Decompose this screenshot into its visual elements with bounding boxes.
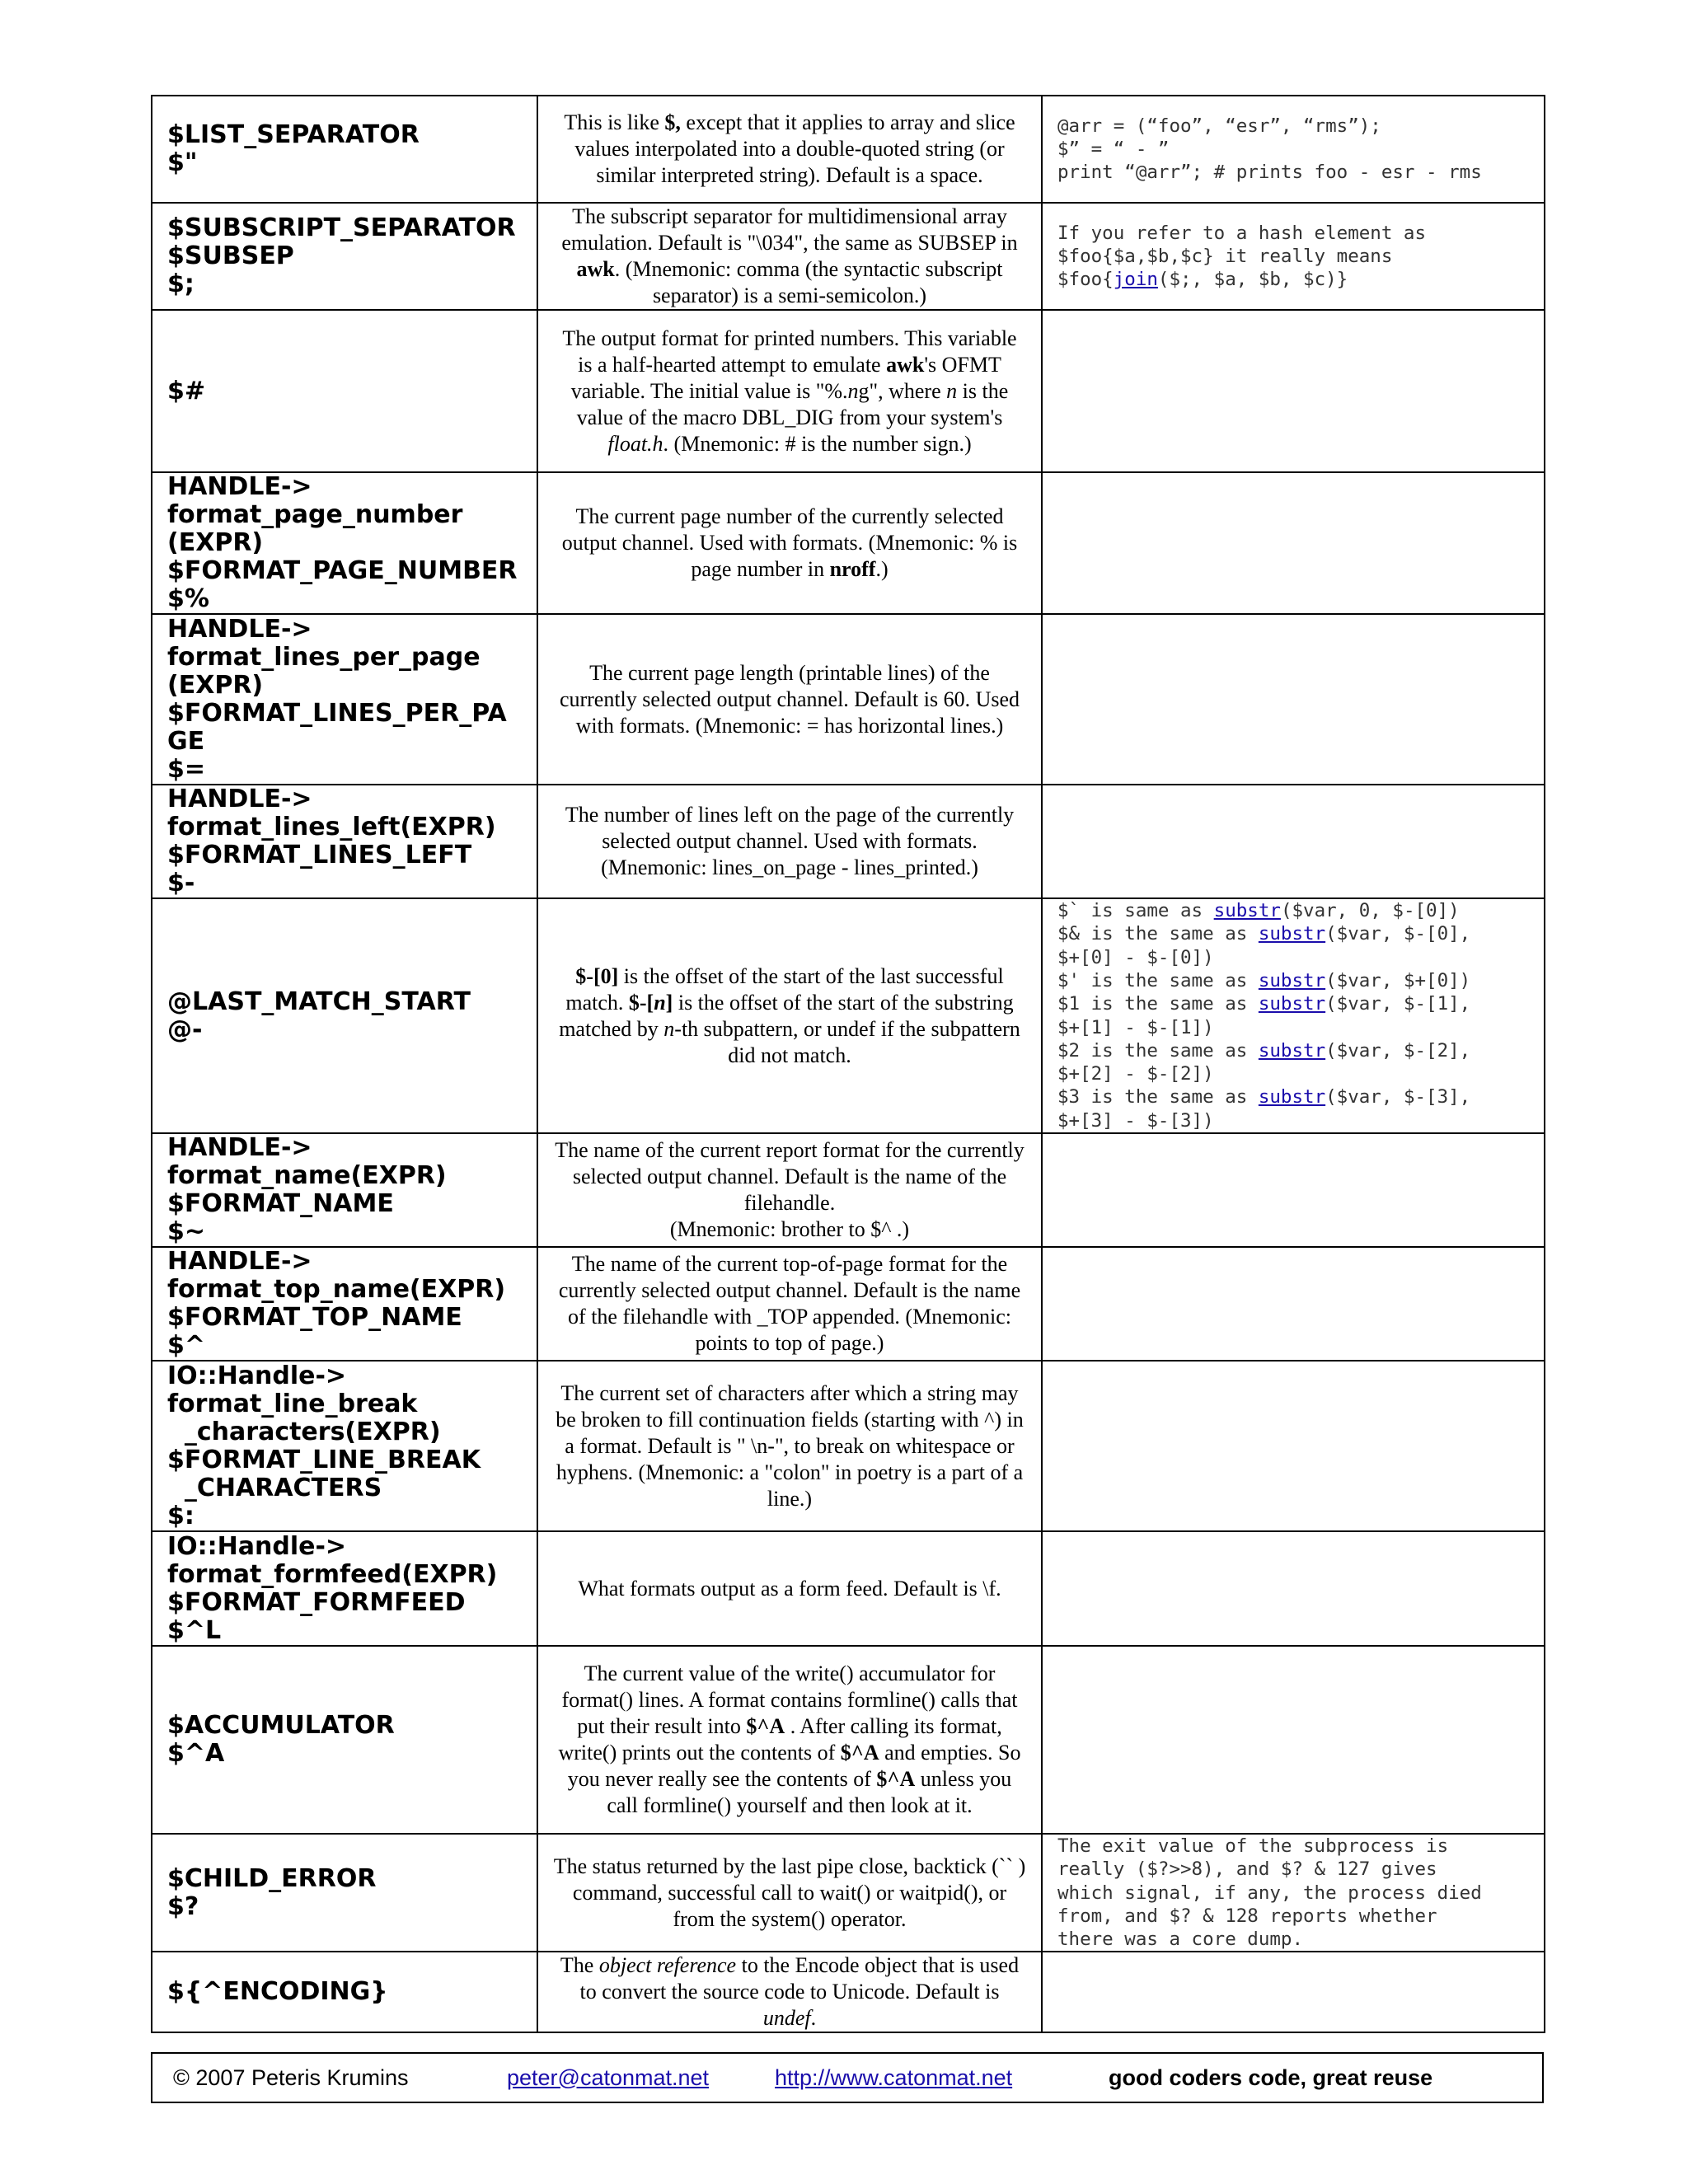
variable-description: The subscript separator for multidimensional array emulation. Default is "\034", the same as SUBSEP in awk. (Mnemonic: comma (the syntactic subscript separator) is a semi-semicolon.) — [537, 203, 1042, 310]
table-row — [152, 96, 1545, 203]
variable-name: $ACCUMULATOR — [167, 1711, 395, 1740]
code-example-line: @arr = (“foo”, “esr”, “rms”); — [1057, 115, 1381, 137]
variable-name-cell — [152, 1646, 537, 1834]
code-example-cell — [1042, 1133, 1545, 1247]
code-example-cell — [1042, 1361, 1545, 1531]
variable-name-cell — [152, 472, 537, 614]
footer-email-link[interactable]: peter@catonmat.net — [507, 2064, 710, 2090]
code-example-cell — [1042, 96, 1545, 203]
code-example-line: $+[1] - $-[1]) — [1057, 1016, 1214, 1038]
code-example-cell — [1042, 1646, 1545, 1834]
variable-name-cell — [152, 1361, 537, 1531]
function-link[interactable]: substr — [1258, 1039, 1326, 1062]
function-link[interactable]: substr — [1213, 900, 1281, 922]
variable-name-cell — [152, 785, 537, 898]
variable-name: $FORMAT_LINES_PER_PA — [167, 698, 507, 728]
variable-name: $% — [167, 584, 209, 613]
variable-name: HANDLE-> — [167, 1247, 312, 1276]
function-link[interactable]: substr — [1258, 923, 1326, 945]
footer-slogan: good coders code, great reuse — [1109, 2064, 1433, 2090]
variable-name: $~ — [167, 1217, 206, 1246]
function-link[interactable]: substr — [1258, 1086, 1326, 1108]
table-row — [152, 1531, 1545, 1646]
variable-name: IO::Handle-> — [167, 1361, 347, 1390]
variable-name: HANDLE-> — [167, 614, 312, 644]
variable-name: HANDLE-> — [167, 785, 312, 813]
code-example-line: $& is the same as substr($var, $-[0], — [1057, 923, 1471, 945]
code-example-cell — [1042, 472, 1545, 614]
variable-name: $FORMAT_LINES_LEFT — [167, 841, 472, 869]
variable-name: @LAST_MATCH_START — [167, 987, 471, 1016]
table-row — [152, 1361, 1545, 1531]
table-row — [152, 203, 1545, 310]
variable-description: The current set of characters after which a string may be broken to fill continuation fields (starting with ^) in a format. Default is " \n-", to break on whitespace or hyphens. (Mnemonic: a "colon" in poetry is a part of a line.) — [537, 1361, 1042, 1531]
table-row — [152, 614, 1545, 785]
variable-name: format_page_number — [167, 500, 463, 529]
code-example-line: $3 is the same as substr($var, $-[3], — [1057, 1086, 1471, 1108]
code-example-line: $+[3] - $-[3]) — [1057, 1109, 1214, 1132]
code-example-line: there was a core dump. — [1057, 1929, 1304, 1951]
variable-name: $FORMAT_LINE_BREAK — [167, 1445, 481, 1474]
variable-description: The number of lines left on the page of the currently selected output channel. Used with formats. (Mnemonic: lines_on_page - lines_printed.) — [537, 785, 1042, 898]
variable-name: @- — [167, 1015, 203, 1044]
variable-name: $CHILD_ERROR — [167, 1863, 377, 1893]
code-example-line: print “@arr”; # prints foo - esr - rms — [1057, 162, 1482, 184]
code-example-cell — [1042, 785, 1545, 898]
code-example-cell — [1042, 1247, 1545, 1361]
table-row — [152, 1952, 1545, 2032]
variable-name: $" — [167, 148, 198, 177]
variable-description: The output format for printed numbers. This variable is a half-hearted attempt to emulate awk's OFMT variable. The initial value is "%.ng", where n is the value of the macro DBL_DIG from your system's float.h. (Mnemonic: # is the number sign.) — [537, 310, 1042, 472]
code-example-line: really ($?>>8), and $? & 127 gives — [1057, 1858, 1437, 1881]
code-example-line: $” = “ - ” — [1057, 138, 1170, 160]
variable-name-cell — [152, 1247, 537, 1361]
variable-name-cell — [152, 203, 537, 310]
function-link[interactable]: join — [1113, 269, 1158, 291]
code-example-line: $2 is the same as substr($var, $-[2], — [1057, 1039, 1471, 1062]
code-example-line: If you refer to a hash element as — [1057, 222, 1427, 244]
variable-name: ${^ENCODING} — [167, 1977, 388, 2007]
variable-name: $SUBSEP — [167, 241, 294, 270]
code-example-line: The exit value of the subprocess is — [1057, 1835, 1449, 1857]
variable-name: _CHARACTERS — [167, 1473, 382, 1502]
perl-special-variables-table — [151, 95, 1545, 2033]
variable-name-cell — [152, 310, 537, 472]
variable-description: The current page number of the currently selected output channel. Used with formats. (Mnemonic: % is page number in nroff.) — [537, 472, 1042, 614]
table-row — [152, 310, 1545, 472]
variable-name: $FORMAT_TOP_NAME — [167, 1303, 462, 1332]
variable-name-cell — [152, 898, 537, 1133]
code-example-cell — [1042, 614, 1545, 785]
table-row — [152, 785, 1545, 898]
code-example-line: from, and $? & 128 reports whether — [1057, 1905, 1437, 1927]
variable-name: IO::Handle-> — [167, 1531, 347, 1561]
variable-description: What formats output as a form feed. Default is \f. — [537, 1531, 1042, 1646]
variable-name: format_line_break — [167, 1389, 418, 1418]
variable-name: (EXPR) — [167, 670, 264, 700]
variable-name: $LIST_SEPARATOR — [167, 120, 420, 149]
code-example-line: $foo{join($;, $a, $b, $c)} — [1057, 269, 1348, 291]
variable-description: The status returned by the last pipe close, backtick (`` ) command, successful call to wait() or waitpid(), or from the system() operator. — [537, 1834, 1042, 1952]
variable-name-cell — [152, 1834, 537, 1952]
variable-name: $# — [167, 376, 206, 405]
variable-name-cell — [152, 1952, 537, 2032]
table-row — [152, 898, 1545, 1133]
code-example-cell — [1042, 1834, 1545, 1952]
variable-description: $-[0] is the offset of the start of the last successful match. $-[n] is the offset of the start of the substring matched by n-th subpattern, or undef if the subpattern did not match. — [537, 898, 1042, 1133]
variable-name: $SUBSCRIPT_SEPARATOR — [167, 213, 516, 242]
variable-description: This is like $, except that it applies to array and slice values interpolated into a double-quoted string (or similar interpreted string). Default is a space. — [537, 96, 1042, 203]
variable-name-cell — [152, 1531, 537, 1646]
code-example-line: $1 is the same as substr($var, $-[1], — [1057, 993, 1471, 1015]
footer-copyright: © 2007 Peteris Krumins — [173, 2064, 409, 2090]
variable-name: GE — [167, 726, 205, 756]
variable-name: $^ — [167, 1331, 206, 1360]
variable-name: $^L — [167, 1615, 222, 1645]
variable-name-cell — [152, 96, 537, 203]
code-example-cell — [1042, 310, 1545, 472]
variable-name: $^A — [167, 1739, 225, 1768]
variable-name: (EXPR) — [167, 528, 264, 557]
code-example-line: $` is same as substr($var, 0, $-[0]) — [1057, 900, 1460, 922]
code-example-line: $' is the same as substr($var, $+[0]) — [1057, 969, 1471, 991]
variable-name: HANDLE-> — [167, 1133, 312, 1162]
variable-description: The current page length (printable lines) of the currently selected output channel. Default is 60. Used with formats. (Mnemonic: = has horizontal lines.) — [537, 614, 1042, 785]
variable-name: $FORMAT_NAME — [167, 1189, 394, 1218]
function-link[interactable]: substr — [1258, 993, 1326, 1015]
table-body — [152, 96, 1545, 2032]
code-example-line: $+[2] - $-[2]) — [1057, 1063, 1214, 1085]
variable-name: $= — [167, 754, 206, 784]
variable-description: The name of the current top-of-page format for the currently selected output channel. Default is the name of the filehandle with _TOP appended. (Mnemonic: points to top of page.) — [537, 1247, 1042, 1361]
variable-name: format_name(EXPR) — [167, 1161, 447, 1190]
footer-website-link[interactable]: http://www.catonmat.net — [775, 2064, 1013, 2090]
table-row — [152, 1646, 1545, 1834]
code-example-cell — [1042, 1952, 1545, 2032]
variable-name: $FORMAT_PAGE_NUMBER — [167, 556, 518, 585]
variable-name: format_lines_left(EXPR) — [167, 813, 496, 841]
variable-name-cell — [152, 614, 537, 785]
code-example-line: which signal, if any, the process died — [1057, 1882, 1482, 1904]
variable-name: $; — [167, 269, 195, 298]
table-row — [152, 1834, 1545, 1952]
function-link[interactable]: substr — [1258, 969, 1326, 991]
table-row — [152, 472, 1545, 614]
variable-name: format_lines_per_page — [167, 642, 481, 672]
code-example-cell — [1042, 898, 1545, 1133]
variable-name: _characters(EXPR) — [167, 1417, 441, 1446]
code-example-cell — [1042, 1531, 1545, 1646]
variable-description: The current value of the write() accumulator for format() lines. A format contains formline() calls that put their result into $^A . After calling its format, write() prints out the contents of $^A and empties. So you never really see the contents of $^A unless you call formline() yourself and then look at it. — [537, 1646, 1042, 1834]
page-footer — [151, 2052, 1544, 2103]
variable-name: $FORMAT_FORMFEED — [167, 1587, 466, 1617]
table-row — [152, 1133, 1545, 1247]
code-example-cell — [1042, 203, 1545, 310]
variable-name: HANDLE-> — [167, 472, 312, 501]
variable-name: $- — [167, 869, 195, 898]
variable-name: $: — [167, 1501, 195, 1530]
code-example-line: $foo{$a,$b,$c} it really means — [1057, 245, 1393, 267]
table-row — [152, 1247, 1545, 1361]
variable-name: $? — [167, 1891, 199, 1921]
variable-name-cell — [152, 1133, 537, 1247]
variable-description: The name of the current report format for the currently selected output channel. Default is the name of the filehandle. (Mnemonic: brother to $^ .) — [537, 1133, 1042, 1247]
variable-description: The object reference to the Encode object that is used to convert the source code to Unicode. Default is undef. — [537, 1952, 1042, 2032]
code-example-line: $+[0] - $-[0]) — [1057, 946, 1214, 968]
variable-name: format_formfeed(EXPR) — [167, 1559, 498, 1589]
variable-name: format_top_name(EXPR) — [167, 1275, 506, 1304]
